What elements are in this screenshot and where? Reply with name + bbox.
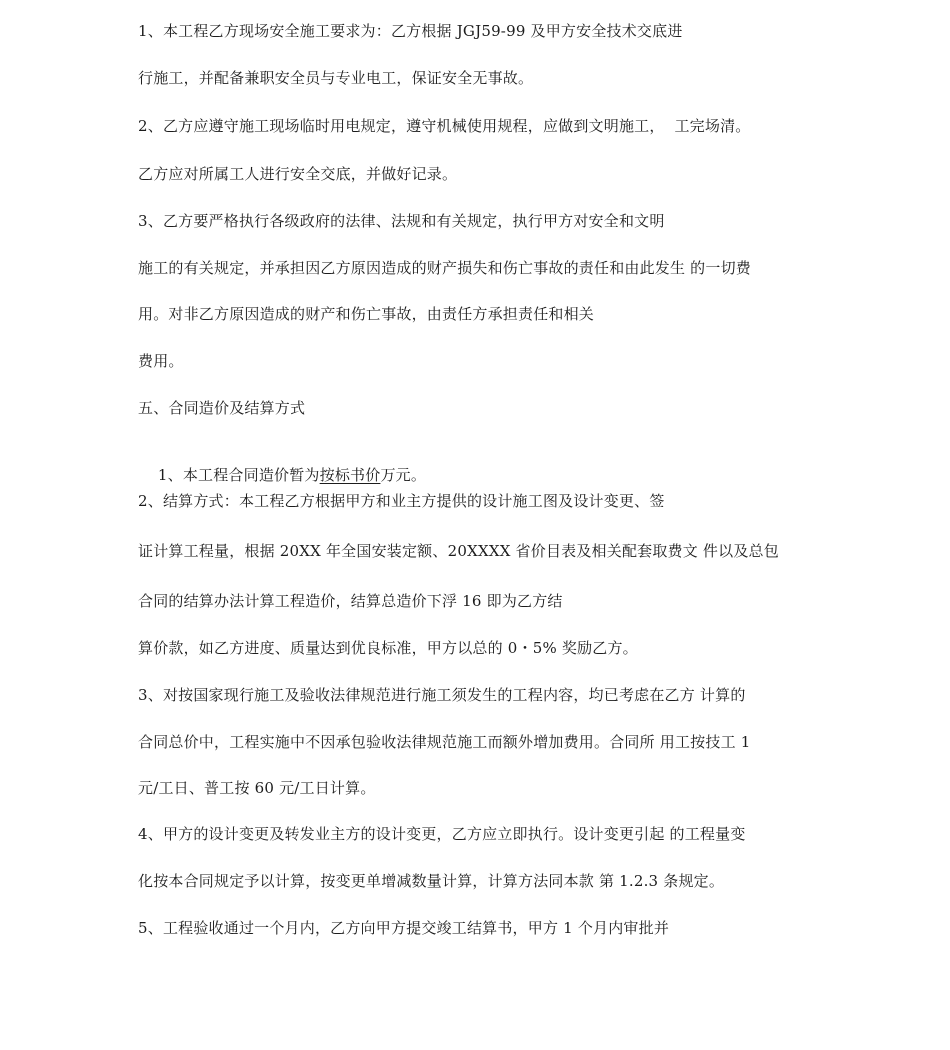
paragraph-line: 算价款，如乙方进度、质量达到优良标准，甲方以总的 0・5% 奖励乙方。 [138, 639, 638, 657]
paragraph-line: 1、本工程乙方现场安全施工要求为：乙方根据 JGJ59-99 及甲方安全技术交底进 [138, 22, 683, 40]
paragraph-line: 合同的结算办法计算工程造价，结算总造价下浮 16 即为乙方结 [138, 592, 563, 610]
paragraph-line: 2、结算方式：本工程乙方根据甲方和业主方提供的设计施工图及设计变更、签 [138, 492, 665, 510]
price-underlined-value: 按标书价 [319, 466, 381, 484]
paragraph-line: 合同总价中，工程实施中不因承包验收法律规范施工而额外增加费用。合同所 用工按技工 1 [138, 733, 751, 751]
paragraph-line: 3、乙方要严格执行各级政府的法律、法规和有关规定，执行甲方对安全和文明 [138, 212, 665, 230]
paragraph-line: 行施工，并配备兼职安全员与专业电工，保证安全无事故。 [138, 69, 534, 87]
paragraph-line: 费用。 [138, 352, 184, 370]
paragraph-line: 3、对按国家现行施工及验收法律规范进行施工须发生的工程内容，均已考虑在乙方 计算的 [138, 686, 746, 704]
paragraph-line: 4、甲方的设计变更及转发业主方的设计变更，乙方应立即执行。设计变更引起 的工程量变 [138, 825, 746, 843]
price-suffix: 万元。 [380, 466, 427, 484]
paragraph-line: 用。对非乙方原因造成的财产和伤亡事故，由责任方承担责任和相关 [138, 305, 595, 323]
section-heading: 五、合同造价及结算方式 [138, 399, 306, 417]
paragraph-line: 证计算工程量，根据 20XX 年全国安装定额、20XXXX 省价目表及相关配套取费文 件以及总包 [138, 542, 779, 560]
paragraph-line: 施工的有关规定，并承担因乙方原因造成的财产损失和伤亡事故的责任和由此发生 的一切费 [138, 259, 751, 277]
paragraph-line: 2、乙方应遵守施工现场临时用电规定，遵守机械使用规程，应做到文明施工， 工完场清。 [138, 117, 751, 135]
paragraph-line: 5、工程验收通过一个月内，乙方向甲方提交竣工结算书，甲方 1 个月内审批并 [138, 919, 670, 937]
paragraph-line: 化按本合同规定予以计算，按变更单增减数量计算，计算方法同本款 第 1.2.3 条规定。 [138, 872, 725, 890]
paragraph-line: 乙方应对所属工人进行安全交底，并做好记录。 [138, 165, 458, 183]
price-prefix: 1、本工程合同造价暂为 [157, 466, 320, 484]
paragraph-line: 元/工日、普工按 60 元/工日计算。 [138, 779, 376, 797]
